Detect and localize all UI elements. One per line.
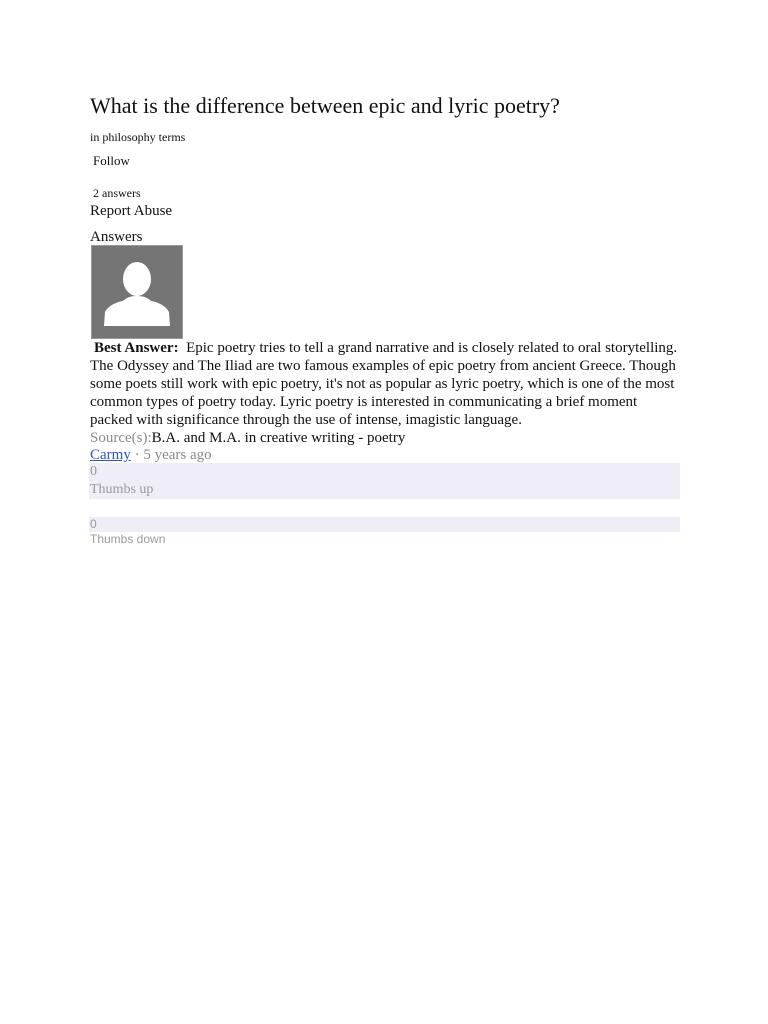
best-answer-text: Epic poetry tries to tell a grand narrative and is closely related to oral storytelling. The Odyssey and The Iliad are two famous examples of epic poetry from ancient Greece. Though some poets still work with epic poetry, it's not as popular as lyric poetry, which is one of the most common types of poetry today. Lyric poetry is interested in communicating a brief moment packed with significance through the use of intense, imagistic language. <box>90 340 678 428</box>
meta-separator: · <box>134 447 140 463</box>
question-category: in philosophy terms <box>90 130 186 144</box>
thumbs-down-button[interactable] <box>89 517 680 532</box>
thumbs-up-label: Thumbs up <box>90 482 154 497</box>
answer-time: 5 years ago <box>143 447 212 463</box>
thumbs-up-button[interactable] <box>89 463 680 499</box>
avatar[interactable] <box>91 245 183 339</box>
thumbs-up-count: 0 <box>90 464 97 479</box>
follow-button[interactable]: Follow <box>93 153 130 168</box>
sources-label: Source(s): <box>90 430 152 446</box>
answer-count: 2 answers <box>93 186 141 200</box>
answer-meta <box>90 446 212 464</box>
thumbs-down-label[interactable]: Thumbs down <box>90 532 166 546</box>
best-answer-label: Best Answer: <box>94 340 179 356</box>
author-link[interactable]: Carmy <box>90 447 131 463</box>
sources-text: B.A. and M.A. in creative writing - poetry <box>151 430 406 446</box>
answer-sources <box>90 429 405 447</box>
thumbs-down-count: 0 <box>90 517 97 531</box>
user-silhouette-icon <box>92 246 182 338</box>
question-title: What is the difference between epic and lyric poetry? <box>90 93 560 118</box>
best-answer <box>90 339 680 429</box>
report-abuse-link[interactable]: Report Abuse <box>90 203 173 219</box>
answers-heading: Answers <box>90 229 143 245</box>
